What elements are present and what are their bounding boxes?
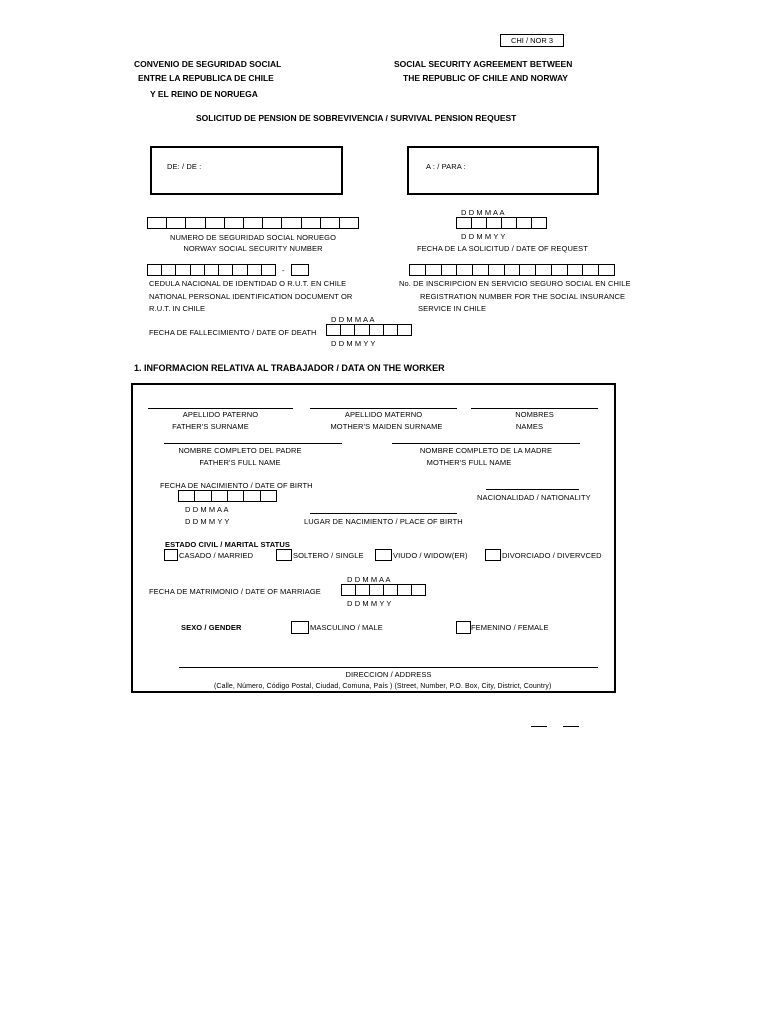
father-surname-label-es: APELLIDO PATERNO [182, 410, 259, 419]
father-surname-label-en: FATHER'S SURNAME [172, 422, 249, 431]
header-es-line2: ENTRE LA REPUBLICA DE CHILE [138, 73, 274, 83]
form-title: SOLICITUD DE PENSION DE SOBREVIVENCIA / SURVIVAL PENSION REQUEST [196, 113, 517, 123]
registration-label-line1: No. DE INSCRIPCION EN SERVICIO SEGURO SOCIAL EN CHILE [399, 279, 631, 288]
section-1-title [134, 363, 454, 373]
header-es-line1: CONVENIO DE SEGURIDAD SOCIAL [134, 59, 282, 69]
to-box[interactable] [407, 146, 599, 195]
marriage-date-letters-es: D D M M A A [347, 575, 391, 584]
names-line[interactable] [471, 408, 598, 409]
birth-place-line[interactable] [310, 513, 457, 514]
divorced-checkbox[interactable] [485, 549, 501, 561]
names-label-es: NOMBRES [515, 410, 554, 419]
request-date-field[interactable] [456, 217, 547, 229]
address-hint: (Calle, Número, Código Postal, Ciudad, Comuna, País ) (Street, Number, P.O. Box, City, District, Country) [214, 683, 552, 690]
nationality-line[interactable] [486, 489, 579, 490]
male-label: MASCULINO / MALE [310, 623, 383, 632]
mother-full-name-line[interactable] [392, 443, 580, 444]
names-label-en: NAMES [515, 422, 544, 431]
form-reference-code: CHI / NOR 3 [500, 34, 564, 47]
norway-ssn-field[interactable] [147, 217, 359, 229]
birth-place-label: LUGAR DE NACIMIENTO / PLACE OF BIRTH [304, 517, 463, 526]
rut-label-line3: R.U.T. IN CHILE [149, 304, 206, 313]
mother-full-name-label-en: MOTHER'S FULL NAME [426, 458, 512, 467]
registration-label-line3: SERVICE IN CHILE [418, 304, 487, 313]
married-label: CASADO / MARRIED [179, 551, 254, 560]
section-1-title-text: 1. INFORMACION RELATIVA AL TRABAJADOR / DATA ON THE WORKER [134, 363, 445, 373]
request-date-letters-en: D D M M Y Y [461, 232, 506, 241]
request-date-letters-es: D D M M A A [461, 208, 505, 217]
rut-field[interactable] [147, 264, 276, 276]
page-mark-dash-1 [531, 726, 547, 727]
registration-number-field[interactable] [409, 264, 615, 276]
mother-full-name-label-es: NOMBRE COMPLETO DE LA MADRE [419, 446, 553, 455]
death-date-field[interactable] [326, 324, 412, 336]
male-checkbox[interactable] [291, 621, 309, 634]
birth-date-field[interactable] [178, 490, 277, 502]
death-date-letters-es: D D M M A A [331, 315, 375, 324]
father-full-name-label-es: NOMBRE COMPLETO DEL PADRE [178, 446, 302, 455]
birth-date-letters-en: D D M M Y Y [185, 517, 230, 526]
mother-surname-line[interactable] [310, 408, 457, 409]
single-checkbox[interactable] [276, 549, 292, 561]
mother-surname-label-en: MOTHER'S MAIDEN SURNAME [330, 422, 443, 431]
header-en-line1: SOCIAL SECURITY AGREEMENT BETWEEN [394, 59, 573, 69]
rut-label-line1: CEDULA NACIONAL DE IDENTIDAD O R.U.T. EN CHILE [149, 279, 347, 288]
mother-surname-label-es: APELLIDO MATERNO [344, 410, 423, 419]
widow-label: VIUDO / WIDOW(ER) [393, 551, 468, 560]
request-date-label: FECHA DE LA SOLICITUD / DATE OF REQUEST [417, 244, 588, 253]
female-label: FEMENINO / FEMALE [471, 623, 549, 632]
gender-label: SEXO / GENDER [181, 623, 242, 632]
rut-check-digit-field[interactable] [291, 264, 309, 276]
marital-status-label: ESTADO CIVIL / MARITAL STATUS [165, 540, 290, 549]
death-date-letters-en: D D M M Y Y [331, 339, 376, 348]
widow-checkbox[interactable] [375, 549, 392, 561]
address-label: DIRECCION / ADDRESS [345, 670, 432, 679]
married-checkbox[interactable] [164, 549, 178, 561]
marriage-date-letters-en: D D M M Y Y [347, 599, 392, 608]
norway-ssn-label-es: NUMERO DE SEGURIDAD SOCIAL NORUEGO [169, 233, 337, 242]
divorced-label: DIVORCIADO / DIVERVCED [502, 551, 602, 560]
marriage-date-field[interactable] [341, 584, 426, 596]
nationality-label: NACIONALIDAD / NATIONALITY [477, 493, 591, 502]
registration-label-line2: REGISTRATION NUMBER FOR THE SOCIAL INSURANCE [420, 292, 626, 301]
father-surname-line[interactable] [148, 408, 293, 409]
birth-date-letters-es: D D M M A A [185, 505, 229, 514]
death-date-label: FECHA DE FALLECIMIENTO / DATE OF DEATH [149, 328, 317, 337]
marriage-date-label: FECHA DE MATRIMONIO / DATE OF MARRIAGE [149, 587, 321, 596]
from-box[interactable] [150, 146, 343, 195]
to-label: A : / PARA : [426, 162, 466, 171]
rut-label-line2: NATIONAL PERSONAL IDENTIFICATION DOCUMENT OR [149, 292, 353, 301]
header-en-line2: THE REPUBLIC OF CHILE AND NORWAY [403, 73, 568, 83]
header-es-line3: Y EL REINO DE NORUEGA [150, 89, 258, 99]
female-checkbox[interactable] [456, 621, 471, 634]
from-label: DE: / DE : [167, 162, 202, 171]
single-label: SOLTERO / SINGLE [293, 551, 364, 560]
father-full-name-label-en: FATHER'S FULL NAME [199, 458, 281, 467]
father-full-name-line[interactable] [164, 443, 342, 444]
birth-date-label: FECHA DE NACIMIENTO / DATE OF BIRTH [160, 481, 313, 490]
norway-ssn-label-en: NORWAY SOCIAL SECURITY NUMBER [183, 244, 323, 253]
page-mark-dash-2 [563, 726, 579, 727]
rut-dash: - [282, 266, 285, 275]
address-line[interactable] [179, 667, 598, 668]
